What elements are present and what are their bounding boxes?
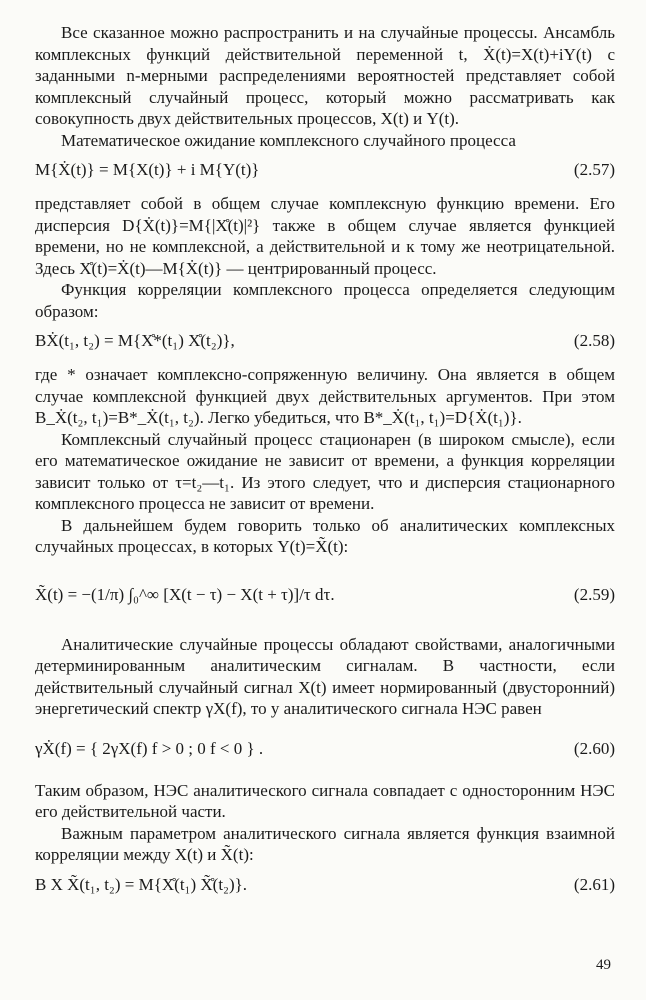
paragraph-stationary: Комплексный случайный процесс стационарен (в широком смысле), если его математическое ожидание не зависит от времени, а функция корреляции зависит только от τ=t₂—t₁. Из этого следует, что и дисперсия стационарного комплексного процесса не зависит от времени.: [35, 429, 615, 513]
paragraph-cross-correlation: Важным параметром аналитического сигнала является функция взаимной корреляции между X(t) и X̃(t):: [35, 823, 615, 864]
paragraph-analytic-properties: Аналитические случайные процессы обладают свойствами, аналогичными детерминированным аналитическим сигналам. В частности, если действительный случайный сигнал X(t) имеет нормированный (двусторонний) энергетический спектр γX(f), то у аналитического сигнала НЭС равен: [35, 634, 615, 718]
paragraph-analytic-intro: В дальнейшем будем говорить только об аналитических комплексных случайных процессах, в которых Y(t)=X̃(t):: [35, 515, 615, 556]
equation-2-60: [35, 728, 615, 772]
equation-2-61-formula: B X X̃(t₁, t₂) = M{X̊(t₁) X̊̃(t₂)}.: [35, 874, 248, 894]
equation-2-61-number: (2.61): [573, 874, 615, 894]
equation-2-59-formula: X̃(t) = −(1/π) ∫₀^∞ [X(t − τ) − X(t + τ)]/τ dτ.: [35, 584, 335, 604]
equation-2-57-number: (2.57): [573, 160, 615, 179]
paragraph-expectation-intro: Математическое ожидание комплексного случайного процесса: [61, 130, 516, 150]
equation-2-59-number: (2.59): [573, 584, 615, 604]
page-number: 49: [596, 957, 611, 973]
equation-2-57-formula: M{Ẋ(t)} = M{X(t)} + i M{Y(t)}: [35, 160, 260, 179]
equation-2-61: [35, 874, 615, 900]
paragraph-correlation-intro: Функция корреляции комплексного процесса определяется следующим образом:: [35, 280, 615, 321]
equation-2-59: [35, 566, 615, 626]
paragraph-one-sided-spectrum: Таким образом, НЭС аналитического сигнала совпадает с односторонним НЭС его действительной части.: [35, 780, 615, 821]
paragraph-dispersion: представляет собой в общем случае комплексную функцию времени. Его дисперсия D{Ẋ(t)}=M{|X̊(t)|²} также в общем случае является функцией времени, но не комплексной, а действительной и к тому же неотрицательной. Здесь X̊(t)=Ẋ(t)—M{Ẋ(t)} — центрированный процесс.: [35, 194, 615, 278]
equation-2-57: [35, 159, 615, 185]
equation-2-58-formula: BẊ(t₁, t₂) = M{X̊*(t₁) X̊(t₂)},: [35, 331, 235, 350]
paragraph-complex-processes: Все сказанное можно распространить и на случайные процессы. Ансамбль комплексных функций действительной переменной t, Ẋ(t)=X(t)+iY(t) с заданными n-мерными распределениями вероятностей представляет собой комплексный случайный процесс, который можно рассматривать как совокупность двух действительных процессов, X(t) и Y(t).: [35, 23, 615, 128]
paragraph-conjugate: где * означает комплексно-сопряженную величину. Она является в общем случае комплексной функцией двух действительных аргументов. При этом B_Ẋ(t₂, t₁)=B*_Ẋ(t₁, t₂). Легко убедиться, что B*_Ẋ(t₁, t₁)=D{Ẋ(t₁)}.: [35, 365, 615, 427]
equation-2-58-number: (2.58): [573, 331, 615, 350]
equation-2-60-formula: γẊ(f) = { 2γX(f) f > 0 ; 0 f < 0 } .: [35, 738, 264, 758]
equation-2-58: [35, 330, 615, 356]
equation-2-60-number: (2.60): [573, 738, 615, 758]
text-block: [35, 22, 615, 908]
